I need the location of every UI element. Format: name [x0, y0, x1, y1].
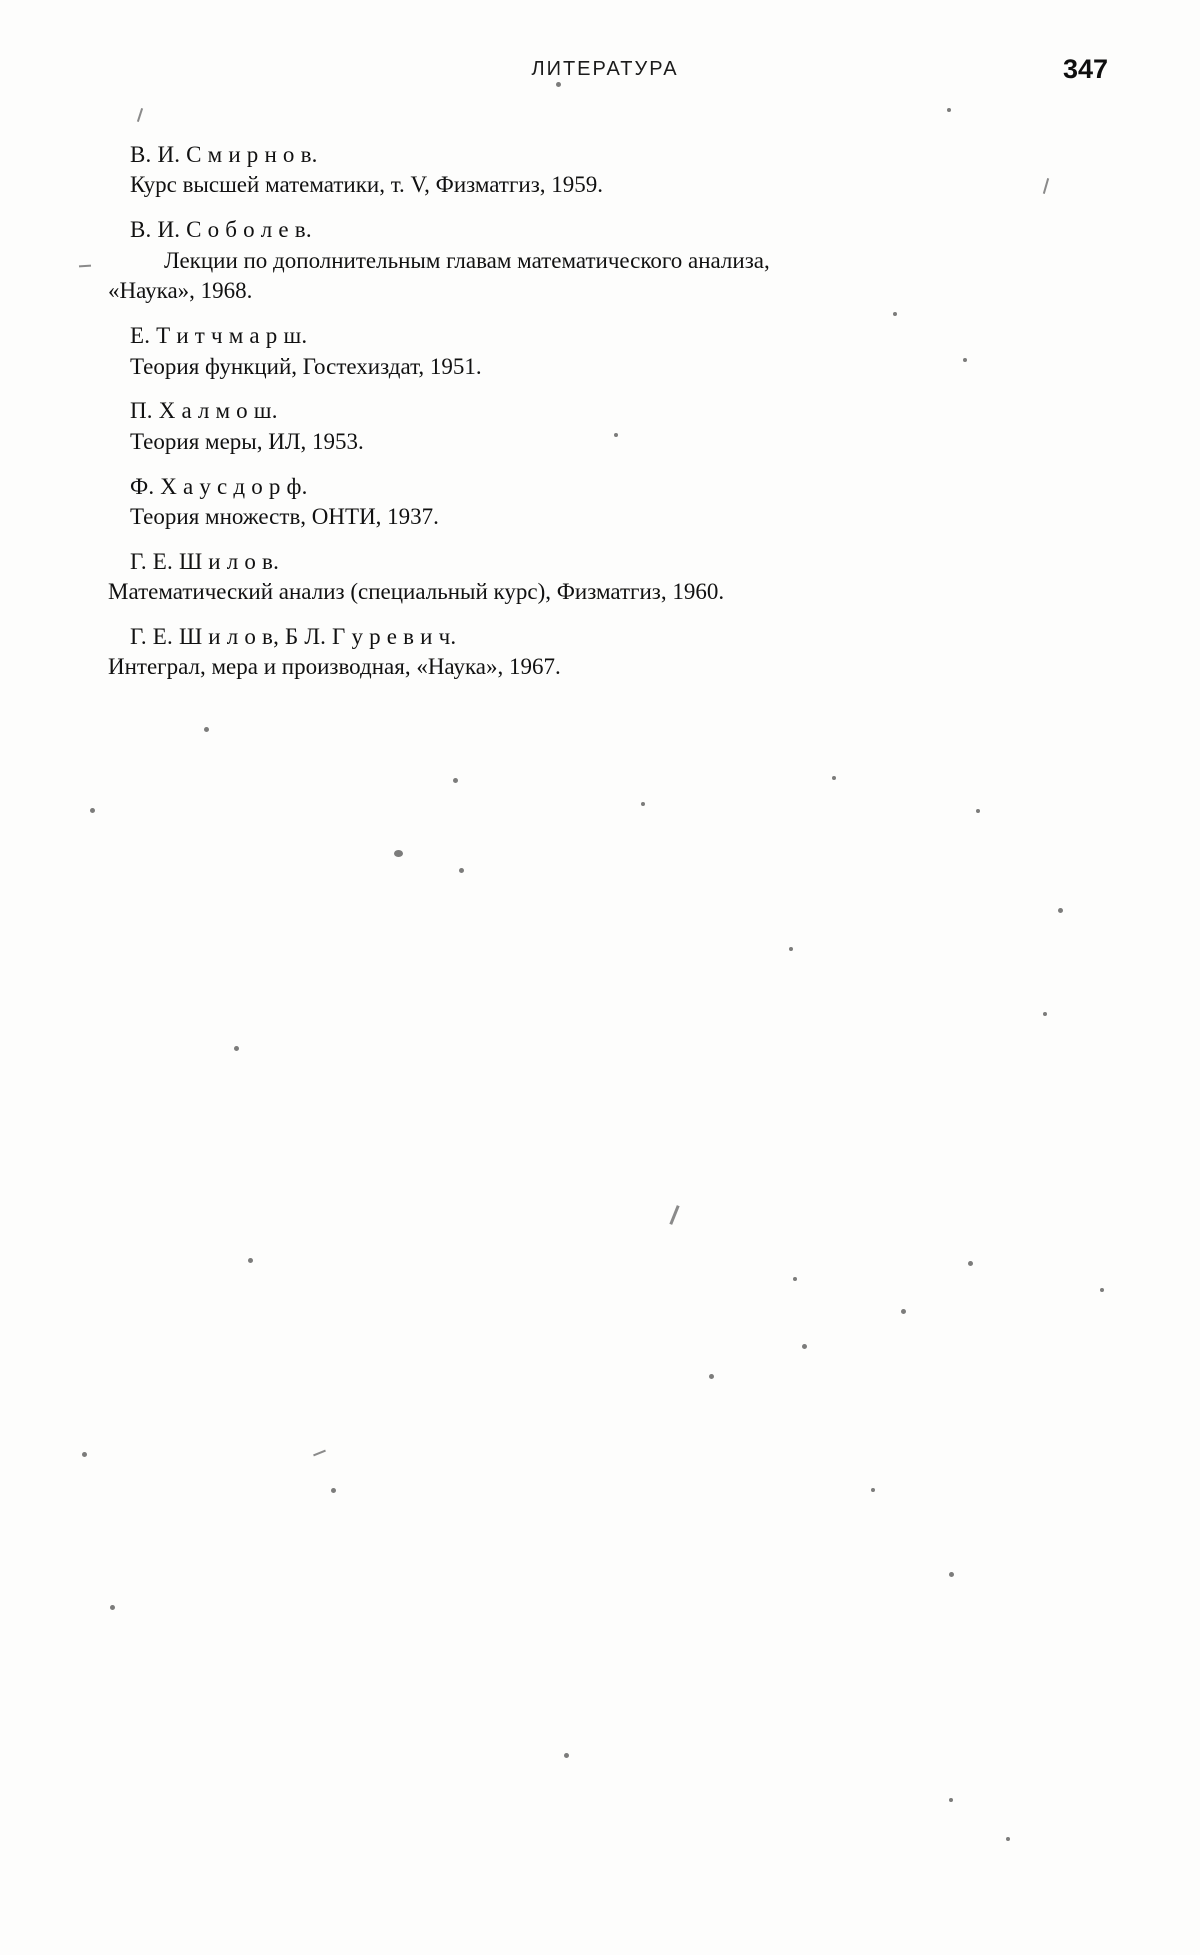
- bibliography-list: [108, 140, 1080, 697]
- entry-author: В. И. С м и р н о в.: [130, 142, 318, 167]
- entry-title: Теория множеств, ОНТИ, 1937.: [130, 503, 439, 529]
- entry-title: Лекции по дополнительным главам математического анализа,: [164, 247, 770, 273]
- scan-artifact: [641, 802, 645, 806]
- bibliography-entry: [130, 472, 1080, 533]
- scan-artifact: [79, 265, 91, 268]
- scan-artifact: [793, 1277, 797, 1281]
- scan-artifact: [947, 108, 951, 112]
- scan-artifact: [949, 1798, 953, 1802]
- scan-artifact: [459, 868, 464, 873]
- scan-artifact: [453, 778, 458, 783]
- scan-artifact: [1100, 1288, 1104, 1292]
- scan-artifact: [331, 1488, 336, 1493]
- bibliography-entry: [130, 140, 1080, 201]
- scan-artifact: [963, 358, 967, 362]
- scan-artifact: [313, 1450, 326, 1457]
- scan-artifact: [90, 808, 95, 813]
- scan-artifact: [976, 809, 980, 813]
- entry-author: Ф. Х а у с д о р ф.: [130, 473, 308, 499]
- entry-title: Курс высшей математики, т. V, Физматгиз, 1959.: [130, 172, 604, 198]
- bibliography-entry: [108, 622, 1080, 683]
- scan-artifact: [248, 1258, 253, 1263]
- scan-artifact: [614, 433, 618, 437]
- entry-title: Интеграл, мера и производная, «Наука», 1967.: [108, 654, 561, 680]
- bibliography-entry: [130, 396, 1080, 457]
- scan-artifact: [137, 108, 143, 122]
- scan-artifact: [802, 1344, 807, 1349]
- scan-artifact: [1043, 1012, 1047, 1016]
- scan-artifact: [82, 1452, 87, 1457]
- entry-author: В. И. С о б о л е в.: [130, 217, 312, 243]
- scan-artifact: [901, 1309, 906, 1314]
- entry-author: П. Х а л м о ш.: [130, 398, 278, 424]
- scan-artifact: [1006, 1837, 1010, 1841]
- entry-author: Г. Е. Ш и л о в, Б Л. Г у р е в и ч.: [130, 623, 457, 649]
- entry-title: Математический анализ (специальный курс), Физматгиз, 1960.: [108, 579, 725, 605]
- bibliography-entry: [130, 321, 1080, 382]
- scan-artifact: [1058, 908, 1063, 913]
- scan-artifact: [110, 1605, 115, 1610]
- scan-artifact: [832, 776, 836, 780]
- scan-artifact: [204, 727, 209, 732]
- scan-artifact: [234, 1046, 239, 1051]
- scan-artifact: [669, 1205, 679, 1225]
- scan-artifact: [394, 850, 403, 857]
- bibliography-entry: [108, 215, 1080, 307]
- scan-artifact: [893, 312, 897, 316]
- scan-artifact: [968, 1261, 973, 1266]
- bibliography-entry: [108, 547, 1080, 608]
- entry-title-continuation: «Наука», 1968.: [108, 278, 253, 304]
- entry-author: Г. Е. Ш и л о в.: [130, 548, 280, 574]
- scan-artifact: [949, 1572, 954, 1577]
- scan-artifact: [709, 1374, 714, 1379]
- entry-title: Теория меры, ИЛ, 1953.: [130, 428, 364, 454]
- scan-artifact: [564, 1753, 569, 1758]
- entry-title: Теория функций, Гостехиздат, 1951.: [130, 353, 482, 379]
- entry-author: Е. Т и т ч м а р ш.: [130, 323, 308, 349]
- page-header: [0, 54, 1200, 92]
- scan-artifact: [556, 82, 561, 87]
- scan-artifact: [789, 947, 793, 951]
- running-head: ЛИТЕРАТУРА: [531, 58, 679, 80]
- scan-artifact: [871, 1488, 875, 1492]
- page-number: 347: [1062, 54, 1108, 84]
